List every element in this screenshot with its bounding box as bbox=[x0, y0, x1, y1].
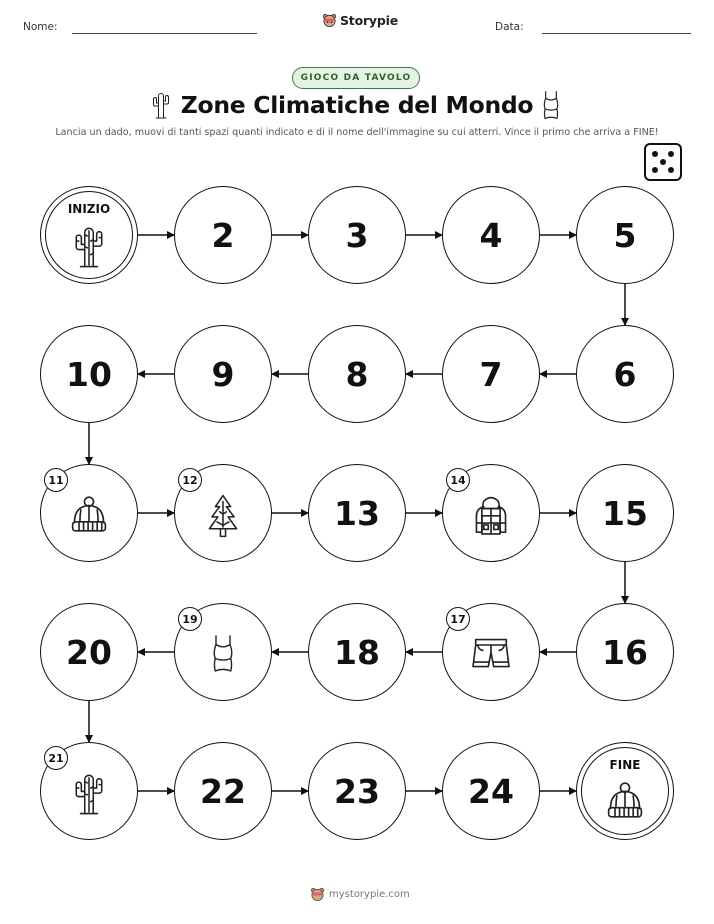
board-space-2 bbox=[174, 186, 272, 284]
space-number-badge: 19 bbox=[178, 607, 202, 631]
space-number: 6 bbox=[613, 354, 637, 394]
space-number: 20 bbox=[66, 632, 112, 672]
board-space-20 bbox=[40, 603, 138, 701]
board-space-16 bbox=[576, 603, 674, 701]
swimsuit-icon bbox=[207, 634, 239, 680]
space-number: 8 bbox=[345, 354, 369, 394]
space-label: FINE bbox=[609, 758, 641, 772]
board-space-17 bbox=[442, 603, 540, 701]
board-space-9 bbox=[174, 325, 272, 423]
space-number: 13 bbox=[334, 493, 380, 533]
beanie-icon bbox=[605, 781, 645, 825]
shorts-icon bbox=[470, 636, 512, 676]
board-space-14 bbox=[442, 464, 540, 562]
space-number-badge: 21 bbox=[44, 746, 68, 770]
space-number: 16 bbox=[602, 632, 648, 672]
space-number: 3 bbox=[345, 215, 369, 255]
footer-url: mystorypie.com bbox=[329, 889, 410, 900]
space-number: 2 bbox=[211, 215, 235, 255]
space-number-badge: 12 bbox=[178, 468, 202, 492]
space-number-badge: 11 bbox=[44, 468, 68, 492]
footer bbox=[310, 887, 410, 902]
board-space-6 bbox=[576, 325, 674, 423]
board-space-8 bbox=[308, 325, 406, 423]
category-badge: GIOCO DA TAVOLO bbox=[292, 67, 420, 89]
board-space-5 bbox=[576, 186, 674, 284]
board-space-23 bbox=[308, 742, 406, 840]
cactus-icon bbox=[72, 771, 106, 821]
name-label: Nome: bbox=[23, 21, 58, 33]
finish-space bbox=[576, 742, 674, 840]
winter-jacket-icon bbox=[471, 494, 511, 542]
space-number-badge: 14 bbox=[446, 468, 470, 492]
space-number: 23 bbox=[334, 771, 380, 811]
space-number: 9 bbox=[211, 354, 235, 394]
space-number: 10 bbox=[66, 354, 112, 394]
page-title: Zone Climatiche del Mondo bbox=[180, 91, 534, 119]
board-space-11 bbox=[40, 464, 138, 562]
instructions: Lancia un dado, muovi di tanti spazi quanti indicato e di il nome dell'immagine su cui atterri. Vince il primo che arriva a FINE! bbox=[55, 127, 659, 138]
brand-name: Storypie bbox=[340, 13, 398, 28]
board-space-3 bbox=[308, 186, 406, 284]
space-number: 22 bbox=[200, 771, 246, 811]
board-space-24 bbox=[442, 742, 540, 840]
date-label: Data: bbox=[495, 21, 524, 33]
board-space-19 bbox=[174, 603, 272, 701]
board-space-4 bbox=[442, 186, 540, 284]
bear-mascot-icon bbox=[310, 887, 325, 902]
space-number: 18 bbox=[334, 632, 380, 672]
space-number: 7 bbox=[479, 354, 503, 394]
board-space-15 bbox=[576, 464, 674, 562]
space-number-badge: 17 bbox=[446, 607, 470, 631]
space-number: 5 bbox=[613, 215, 637, 255]
cactus-icon bbox=[72, 224, 106, 274]
board-space-18 bbox=[308, 603, 406, 701]
start-space bbox=[40, 186, 138, 284]
board-space-13 bbox=[308, 464, 406, 562]
board-space-21 bbox=[40, 742, 138, 840]
board-space-7 bbox=[442, 325, 540, 423]
space-number: 4 bbox=[479, 215, 503, 255]
beanie-icon bbox=[69, 495, 109, 539]
board-space-12 bbox=[174, 464, 272, 562]
board-space-10 bbox=[40, 325, 138, 423]
pine-tree-icon bbox=[206, 493, 240, 543]
space-number: 24 bbox=[468, 771, 514, 811]
board-space-22 bbox=[174, 742, 272, 840]
space-number: 15 bbox=[602, 493, 648, 533]
space-label: INIZIO bbox=[67, 202, 111, 216]
